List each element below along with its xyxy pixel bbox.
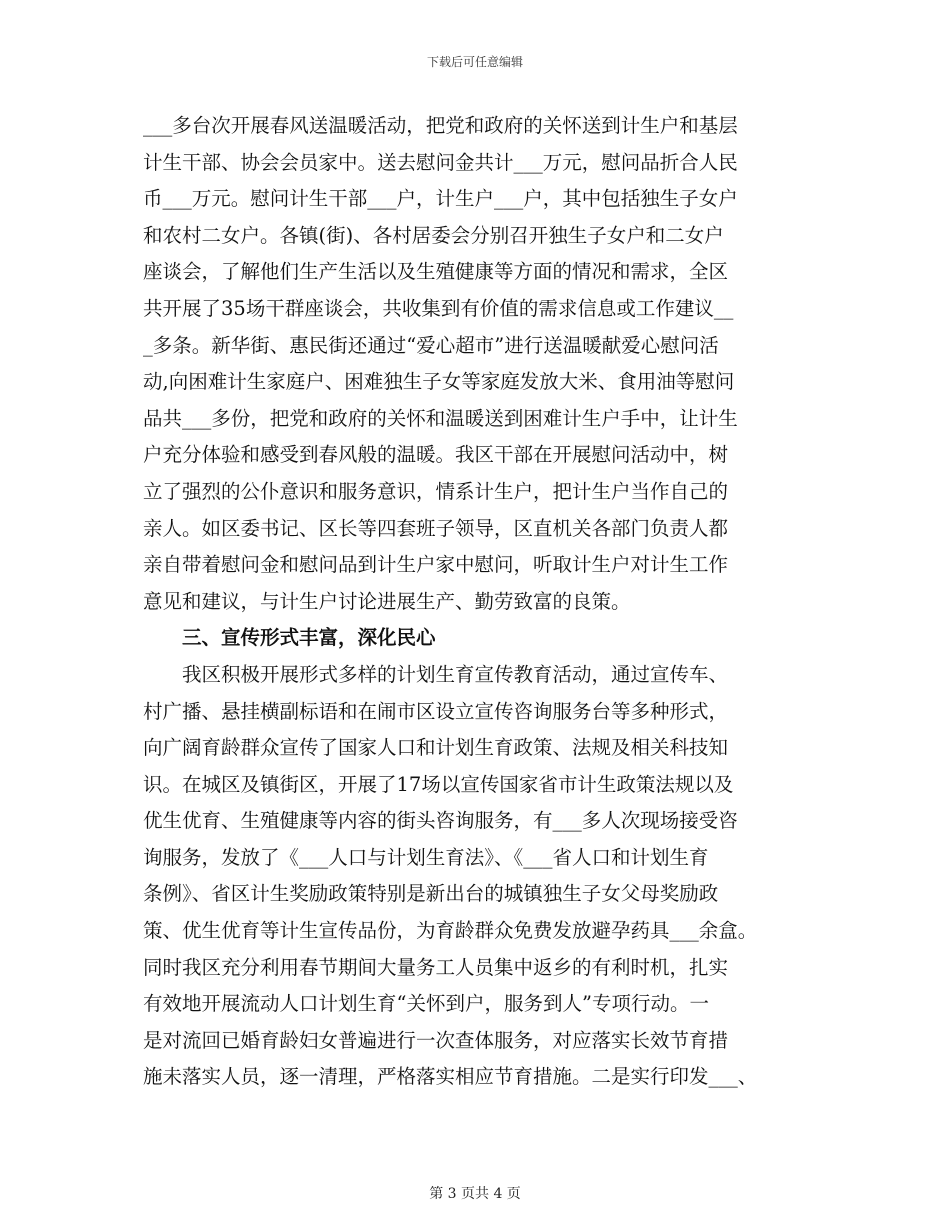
text-line: 策、优生优育等计生宣传品份，为育龄群众免费发放避孕药具___余盒。 [143, 919, 758, 943]
text-line: 户充分体验和感受到春风般的温暖。我区干部在开展慰问活动中，树 [143, 443, 729, 467]
text-line: 同时我区充分利用春节期间大量务工人员集中返乡的有利时机，扎实 [143, 955, 729, 979]
text-line: 品共___多份，把党和政府的关怀和温暖送到困难计生户手中，让计生 [143, 406, 738, 430]
text-line: 币___万元。慰问计生干部___户，计生户___户，其中包括独生子女户 [143, 187, 738, 211]
text-line: 共开展了35场干群座谈会，共收集到有价值的需求信息或工作建议__ [143, 296, 734, 320]
text-line: 计生干部、协会会员家中。送去慰问金共计___万元，慰问品折合人民 [143, 150, 738, 174]
text-line: 我区积极开展形式多样的计划生育宣传教育活动，通过宣传车、 [182, 662, 729, 686]
text-line: 村广播、悬挂横副标语和在闹市区设立宣传咨询服务台等多种形式， [143, 699, 729, 723]
section-heading: 三、宣传形式丰富，深化民心 [182, 626, 436, 650]
text-line: 识。在城区及镇街区，开展了17场以宣传国家省市计生政策法规以及 [143, 772, 734, 796]
text-line: 立了强烈的公仆意识和服务意识，情系计生户，把计生户当作自己的 [143, 479, 729, 503]
text-line: 是对流回已婚育龄妇女普遍进行一次查体服务，对应落实长效节育措 [143, 1028, 729, 1052]
text-line: 优生优育、生殖健康等内容的街头咨询服务，有___多人次现场接受咨 [143, 809, 738, 833]
text-line: 动,向困难计生家庭户、困难独生子女等家庭发放大米、食用油等慰问 [143, 370, 735, 394]
text-line: 座谈会，了解他们生产生活以及生殖健康等方面的情况和需求，全区 [143, 260, 729, 284]
text-line: 亲人。如区委书记、区长等四套班子领导，区直机关各部门负责人都 [143, 516, 729, 540]
text-line: 意见和建议，与计生户讨论进展生产、勤劳致富的良策。 [143, 589, 631, 613]
text-line: 向广阔育龄群众宣传了国家人口和计划生育政策、法规及相关科技知 [143, 736, 729, 760]
text-line: 亲自带着慰问金和慰问品到计生户家中慰问，听取计生户对计生工作 [143, 553, 729, 577]
text-line: 有效地开展流动人口计划生育“关怀到户，服务到人”专项行动。一 [143, 992, 709, 1016]
text-line: ___多台次开展春风送温暖活动，把党和政府的关怀送到计生户和基层 [143, 114, 738, 137]
text-line: 询服务，发放了《___人口与计划生育法》、《___省人口和计划生育 [143, 845, 709, 869]
text-line: _多条。新华街、惠民街还通过“爱心超市”进行送温暖献爱心慰问活 [143, 333, 719, 357]
text-line: 和农村二女户。各镇(街)、各村居委会分别召开独生子女户和二女户 [143, 223, 724, 247]
page-footer: 第 3 页共 4 页 [429, 1186, 521, 1202]
page-header: 下载后可任意编辑 [426, 55, 523, 69]
text-line: 条例》、省区计生奖励政策特别是新出台的城镇独生子女父母奖励政 [143, 882, 719, 906]
text-line: 施未落实人员，逐一清理，严格落实相应节育措施。二是实行印发___、 [143, 1065, 758, 1089]
body-text [143, 108, 833, 1096]
